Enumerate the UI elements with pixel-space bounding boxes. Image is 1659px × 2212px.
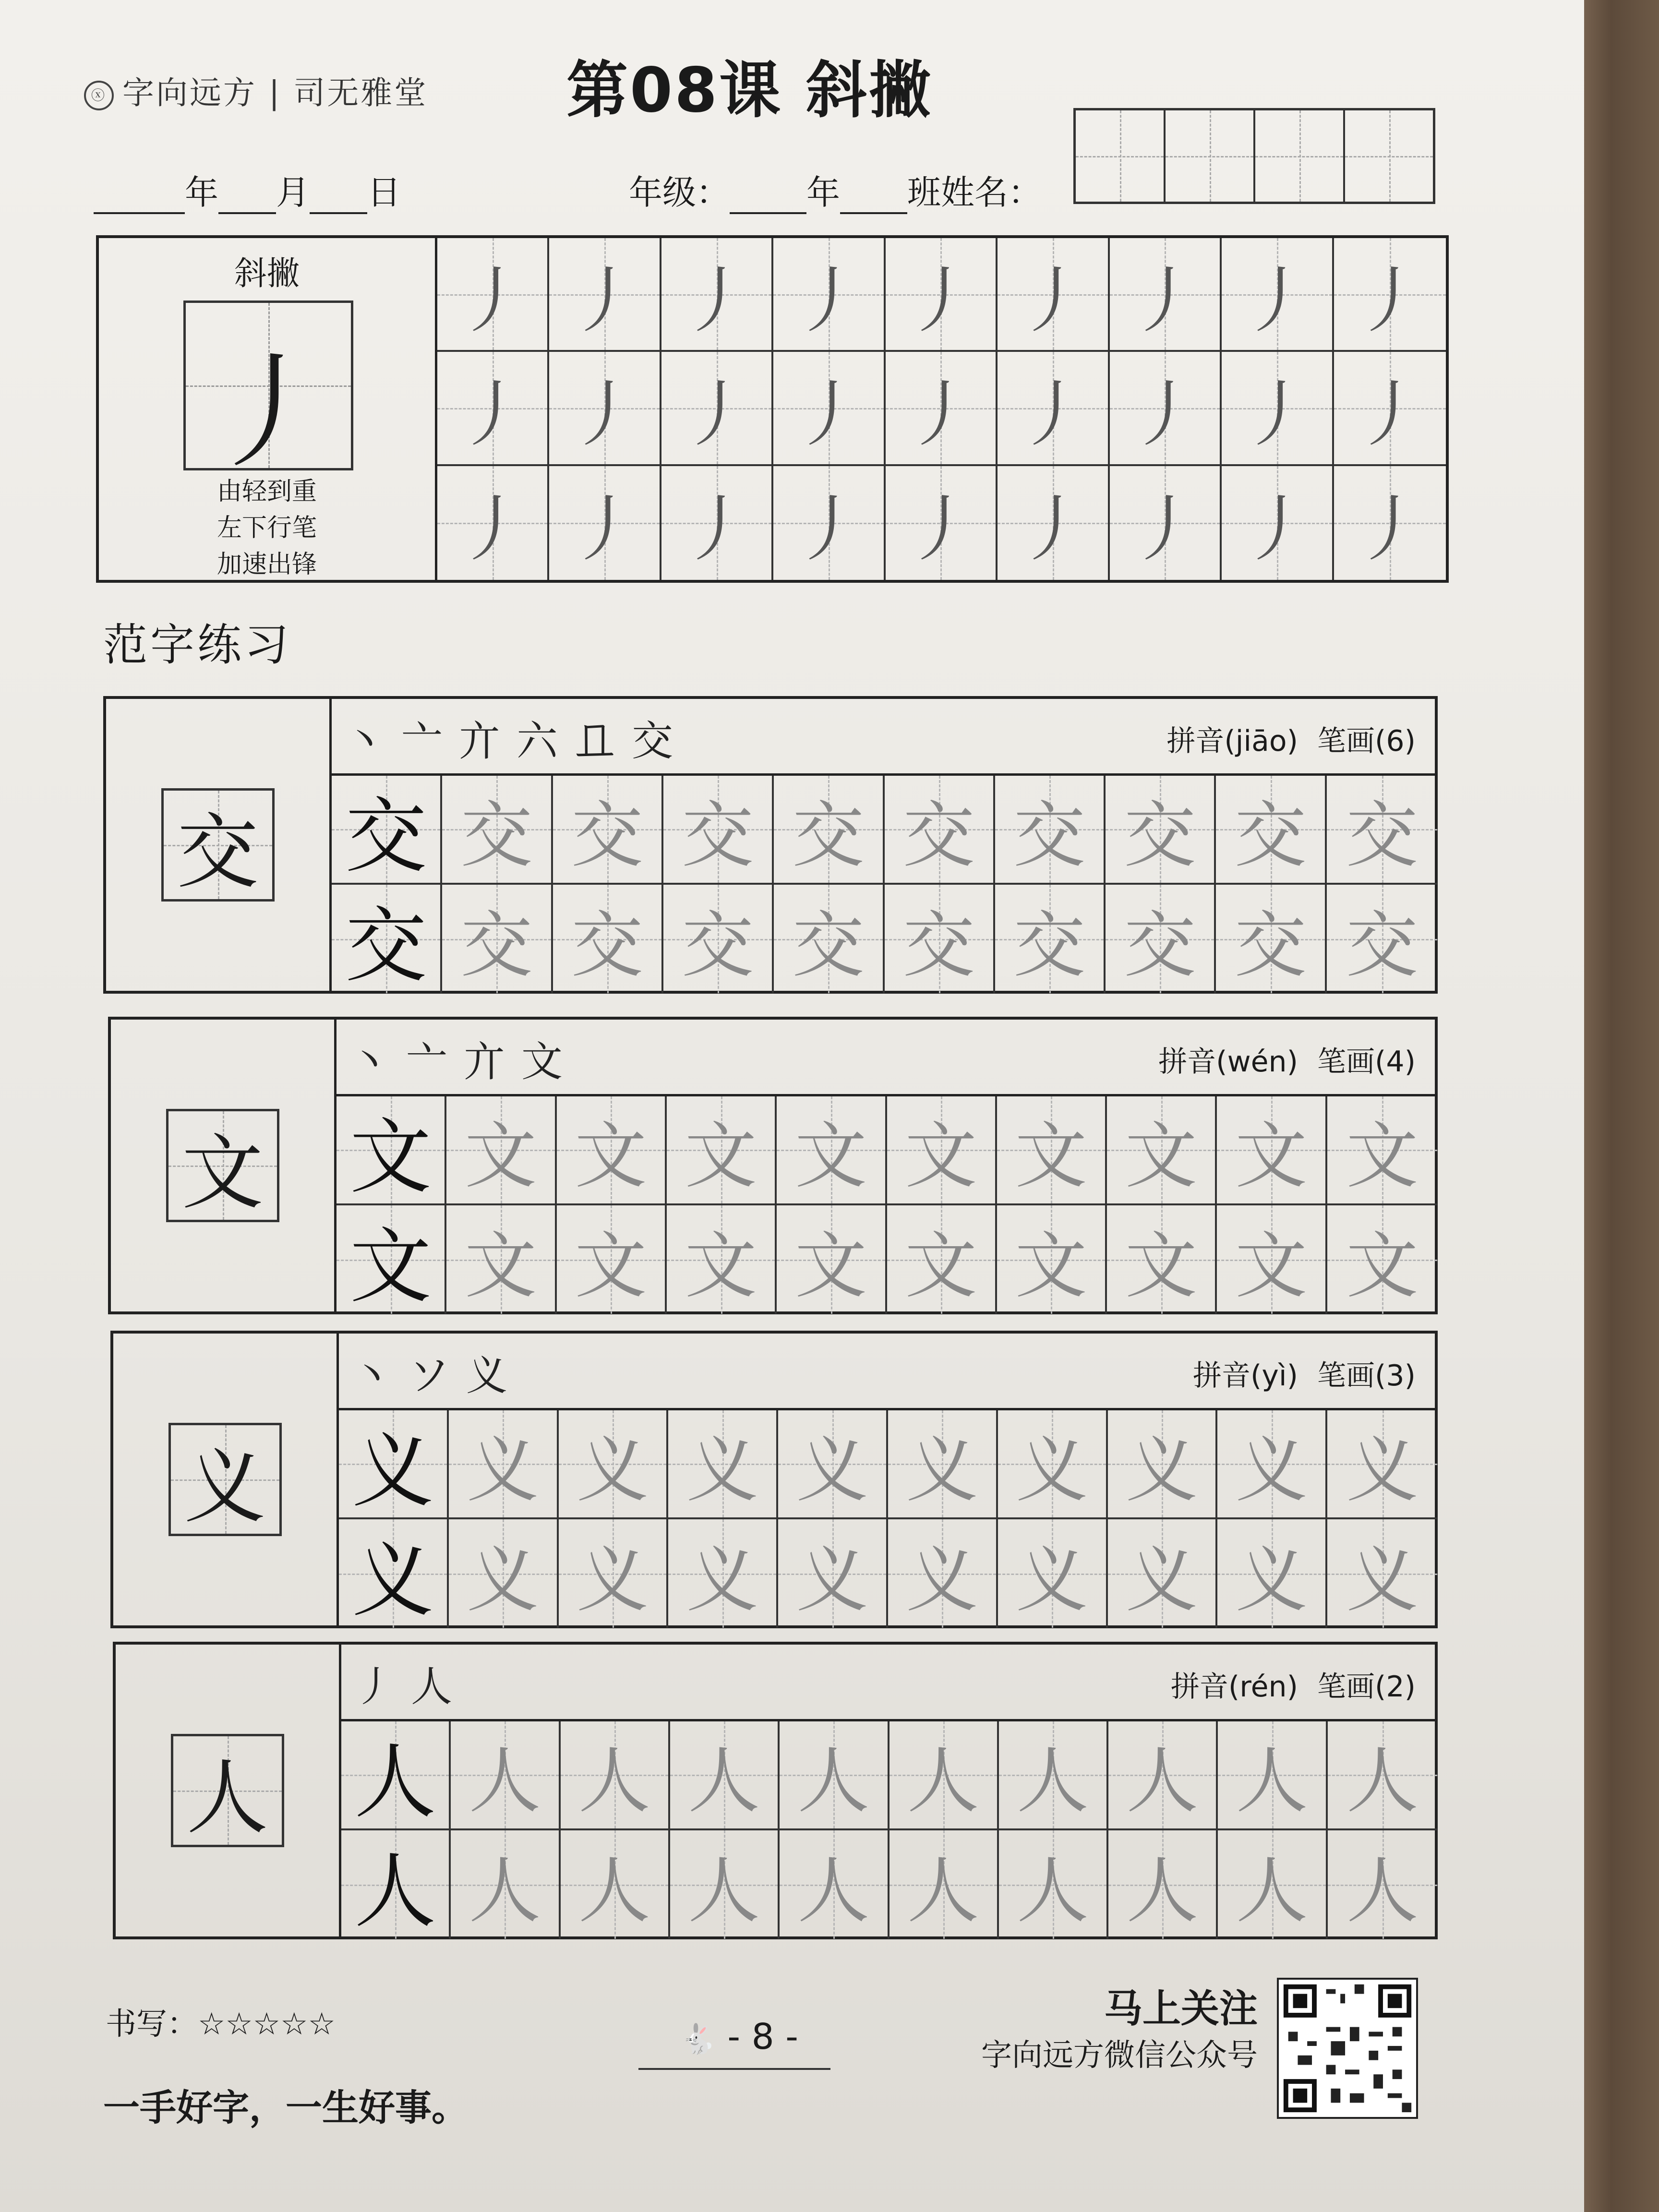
practice-glyph: 人 — [1016, 1740, 1089, 1824]
stroke-order — [344, 708, 689, 767]
stroke-count: 笔画(6) — [1317, 724, 1416, 758]
character-block — [110, 1331, 1438, 1628]
stroke-practice-cell[interactable] — [1110, 466, 1222, 580]
stroke-order-step: 丶 — [351, 1352, 409, 1400]
practice-glyph: 文 — [1015, 1115, 1087, 1199]
practice-cell[interactable] — [559, 1410, 669, 1519]
model-character: 交 — [177, 805, 259, 900]
practice-glyph: 交 — [1234, 903, 1307, 987]
practice-glyph: 交 — [571, 794, 643, 878]
practice-stroke: 丿 — [1016, 259, 1089, 343]
practice-glyph: 文 — [685, 1115, 757, 1199]
practice-stroke: 丿 — [793, 259, 865, 343]
practice-glyph: 义 — [1235, 1429, 1308, 1513]
practice-glyph: 文 — [1235, 1115, 1308, 1199]
practice-glyph: 交 — [792, 794, 865, 878]
practice-stroke: 丿 — [680, 488, 753, 572]
practice-glyph: 人 — [578, 1740, 650, 1824]
practice-cell[interactable] — [667, 1096, 777, 1205]
stroke-practice-cell[interactable] — [998, 238, 1109, 352]
practice-cell[interactable] — [887, 1096, 997, 1205]
stroke-order-step: 亠 — [406, 1038, 464, 1086]
character-info — [1166, 718, 1416, 759]
stroke-tips: 由轻到重 左下行笔 加速出锋 — [216, 477, 317, 579]
wood-background — [1579, 0, 1659, 2212]
practice-cell[interactable] — [1328, 1721, 1437, 1830]
stroke-practice-cell[interactable] — [549, 466, 661, 580]
stroke-count: 笔画(3) — [1317, 1359, 1416, 1393]
model-cell[interactable] — [341, 1721, 451, 1830]
stroke-practice-cell[interactable] — [1334, 352, 1446, 466]
practice-grid[interactable] — [337, 1096, 1437, 1314]
practice-cell[interactable] — [663, 776, 774, 885]
practice-glyph: 交 — [1013, 794, 1085, 878]
practice-stroke: 丿 — [568, 488, 641, 572]
practice-cell[interactable] — [557, 1205, 667, 1314]
model-cell[interactable] — [332, 776, 442, 885]
practice-cell[interactable] — [1217, 1519, 1327, 1628]
page-title: 第08课 斜撇 — [566, 55, 933, 126]
practice-glyph: 文 — [794, 1115, 867, 1199]
page-number: 🐇 - 8 - — [680, 2016, 798, 2057]
practice-glyph: 交 — [902, 794, 975, 878]
practice-cell[interactable] — [1108, 1519, 1218, 1628]
practice-cell[interactable] — [559, 1519, 669, 1628]
practice-glyph: 义 — [576, 1538, 649, 1622]
practice-cell[interactable] — [1108, 1721, 1218, 1830]
practice-cell[interactable] — [451, 1721, 560, 1830]
pinyin: 拼音(rén) — [1170, 1670, 1298, 1704]
practice-cell[interactable] — [778, 1410, 888, 1519]
practice-glyph: 交 — [571, 903, 643, 987]
stroke-order-step: 亠 — [401, 717, 459, 765]
practice-glyph: 文 — [464, 1224, 537, 1308]
character-info — [1171, 1664, 1416, 1705]
practice-cell[interactable] — [553, 776, 663, 885]
stroke-order-step: 人 — [411, 1663, 469, 1711]
year-blank[interactable] — [94, 179, 185, 214]
stroke-practice-cell[interactable] — [1334, 238, 1446, 352]
practice-cell[interactable] — [561, 1721, 670, 1830]
practice-glyph: 文 — [575, 1115, 647, 1199]
stroke-practice-cell[interactable] — [773, 238, 885, 352]
model-glyph: 交 — [345, 789, 427, 884]
practice-cell[interactable] — [1327, 1519, 1437, 1628]
stroke-order-step: 丿 — [353, 1663, 411, 1711]
practice-glyph: 义 — [686, 1538, 758, 1622]
practice-glyph: 人 — [688, 1740, 760, 1824]
practice-glyph: 义 — [686, 1429, 758, 1513]
character-block — [108, 1017, 1438, 1314]
practice-cell[interactable] — [561, 1830, 670, 1939]
practice-glyph: 交 — [1124, 794, 1196, 878]
stroke-practice-cell[interactable] — [886, 238, 998, 352]
practice-glyph: 交 — [1346, 903, 1418, 987]
practice-glyph: 交 — [460, 794, 533, 878]
model-character: 义 — [184, 1439, 266, 1535]
practice-stroke: 丿 — [1354, 373, 1426, 457]
practice-cell[interactable] — [1328, 1830, 1437, 1939]
practice-cell[interactable] — [1217, 1205, 1327, 1314]
practice-glyph: 文 — [794, 1224, 867, 1308]
practice-glyph: 交 — [902, 903, 975, 987]
practice-cell[interactable] — [777, 1096, 887, 1205]
practice-cell[interactable] — [1108, 1410, 1218, 1519]
practice-stroke: 丿 — [456, 259, 529, 343]
practice-stroke: 丿 — [1240, 259, 1313, 343]
model-glyph: 义 — [352, 1423, 434, 1519]
rating-stars[interactable]: ☆☆☆☆☆ — [198, 2007, 336, 2042]
model-character-box — [168, 1423, 282, 1536]
day-blank[interactable] — [310, 179, 367, 214]
practice-glyph: 义 — [1346, 1429, 1419, 1513]
practice-cell[interactable] — [1216, 776, 1326, 885]
practice-glyph: 义 — [1346, 1538, 1419, 1622]
stroke-order — [349, 1028, 579, 1088]
practice-glyph: 交 — [1346, 794, 1418, 878]
practice-glyph: 人 — [469, 1849, 541, 1933]
character-block — [103, 696, 1438, 994]
stroke-practice-cell[interactable] — [437, 238, 549, 352]
practice-glyph: 人 — [797, 1740, 870, 1824]
practice-glyph: 人 — [1346, 1849, 1419, 1933]
stroke-order-step: 丶 — [344, 717, 401, 765]
stroke-order-step: ソ — [409, 1352, 466, 1400]
stroke-practice-grid[interactable] — [437, 238, 1446, 580]
practice-cell[interactable] — [887, 1205, 997, 1314]
practice-cell[interactable] — [667, 1205, 777, 1314]
practice-stroke: 丿 — [1129, 373, 1201, 457]
practice-glyph: 交 — [792, 903, 865, 987]
stroke-practice-cell[interactable] — [549, 238, 661, 352]
stroke-practice-cell[interactable] — [661, 352, 773, 466]
practice-cell[interactable] — [446, 1205, 556, 1314]
grade-line: 年级： 年 班姓名： — [629, 166, 1042, 214]
stroke-order — [353, 1653, 469, 1713]
practice-glyph: 文 — [685, 1224, 757, 1308]
model-cell[interactable] — [337, 1096, 446, 1205]
pinyin: 拼音(wén) — [1158, 1045, 1298, 1079]
practice-stroke: 丿 — [793, 488, 865, 572]
stroke-practice-cell[interactable] — [549, 352, 661, 466]
practice-cell[interactable] — [449, 1410, 559, 1519]
character-info — [1193, 1353, 1416, 1394]
stroke-order-step: 文 — [521, 1038, 579, 1086]
practice-cell[interactable] — [999, 1830, 1108, 1939]
practice-glyph: 文 — [1346, 1115, 1419, 1199]
qr-code-icon[interactable] — [1277, 1978, 1418, 2119]
practice-cell[interactable] — [890, 1830, 999, 1939]
rating: 书写：☆☆☆☆☆ — [106, 2007, 336, 2042]
stroke-practice-cell[interactable] — [1334, 466, 1446, 580]
stroke-practice-cell[interactable] — [998, 352, 1109, 466]
practice-glyph: 义 — [1125, 1538, 1198, 1622]
stroke-practice-cell[interactable] — [437, 352, 549, 466]
follow-text: 马上关注 — [1104, 1986, 1258, 2031]
practice-glyph: 文 — [905, 1224, 977, 1308]
stroke-order — [351, 1342, 524, 1402]
practice-stroke: 丿 — [1016, 373, 1089, 457]
stroke-order-step: 亣 — [459, 717, 517, 765]
pinyin: 拼音(jiāo) — [1166, 724, 1298, 758]
model-glyph: 人 — [354, 1844, 436, 1940]
practice-glyph: 文 — [1125, 1115, 1197, 1199]
practice-cell[interactable] — [998, 1410, 1108, 1519]
practice-stroke: 丿 — [1016, 488, 1089, 572]
stroke-practice-cell[interactable] — [998, 466, 1109, 580]
model-cell[interactable] — [341, 1830, 451, 1939]
practice-stroke: 丿 — [1240, 373, 1313, 457]
stroke-practice-cell[interactable] — [886, 466, 998, 580]
stroke-practice-table — [96, 235, 1449, 583]
practice-cell[interactable] — [997, 1205, 1107, 1314]
practice-stroke: 丿 — [568, 259, 641, 343]
practice-stroke: 丿 — [680, 373, 753, 457]
practice-stroke: 丿 — [904, 259, 977, 343]
model-cell[interactable] — [332, 885, 442, 994]
stroke-demo-glyph: 丿 — [206, 340, 331, 485]
stroke-practice-cell[interactable] — [661, 238, 773, 352]
practice-glyph: 交 — [682, 794, 754, 878]
stroke-practice-cell[interactable] — [886, 352, 998, 466]
practice-cell[interactable] — [995, 885, 1106, 994]
stroke-practice-cell[interactable] — [1222, 352, 1334, 466]
section-title: 范字练习 — [103, 619, 292, 671]
practice-glyph: 文 — [1125, 1224, 1197, 1308]
practice-glyph: 人 — [469, 1740, 541, 1824]
model-cell[interactable] — [337, 1205, 446, 1314]
stroke-count: 笔画(4) — [1317, 1045, 1416, 1079]
logo-badge-icon: ⓧ — [84, 81, 114, 110]
practice-cell[interactable] — [1327, 1410, 1437, 1519]
practice-cell[interactable] — [1327, 1096, 1437, 1205]
practice-cell[interactable] — [1217, 1096, 1327, 1205]
practice-cell[interactable] — [885, 776, 995, 885]
practice-glyph: 文 — [575, 1224, 647, 1308]
practice-cell[interactable] — [1107, 1205, 1217, 1314]
stroke-order-step: 亣 — [464, 1038, 521, 1086]
practice-glyph: 交 — [682, 903, 754, 987]
character-block — [113, 1642, 1438, 1939]
practice-cell[interactable] — [668, 1410, 778, 1519]
stroke-order-step: 六 — [517, 717, 574, 765]
practice-cell[interactable] — [451, 1830, 560, 1939]
stroke-practice-cell[interactable] — [1222, 238, 1334, 352]
practice-cell[interactable] — [890, 1721, 999, 1830]
practice-cell[interactable] — [1327, 776, 1437, 885]
practice-glyph: 义 — [1016, 1429, 1088, 1513]
practice-glyph: 交 — [1013, 903, 1085, 987]
practice-glyph: 义 — [796, 1429, 868, 1513]
model-character: 文 — [181, 1125, 264, 1221]
model-character-box — [161, 788, 275, 902]
name-boxes[interactable] — [1073, 108, 1435, 204]
practice-stroke: 丿 — [904, 488, 977, 572]
practice-glyph: 文 — [1015, 1224, 1087, 1308]
stroke-demo-box — [183, 301, 353, 485]
stroke-count: 笔画(2) — [1317, 1670, 1416, 1704]
brand-logo — [84, 67, 428, 113]
practice-glyph: 交 — [1234, 794, 1307, 878]
practice-cell[interactable] — [449, 1519, 559, 1628]
model-glyph: 交 — [345, 899, 427, 994]
practice-cell[interactable] — [1327, 885, 1437, 994]
practice-stroke: 丿 — [680, 259, 753, 343]
practice-cell[interactable] — [663, 885, 774, 994]
practice-cell[interactable] — [888, 1519, 998, 1628]
grade-blank[interactable] — [730, 179, 806, 214]
stroke-order-step: 义 — [466, 1352, 524, 1400]
practice-cell[interactable] — [885, 885, 995, 994]
model-glyph: 义 — [352, 1533, 434, 1629]
practice-glyph: 义 — [1235, 1538, 1308, 1622]
practice-cell[interactable] — [780, 1830, 889, 1939]
practice-glyph: 人 — [688, 1849, 760, 1933]
model-glyph: 人 — [354, 1734, 436, 1830]
practice-cell[interactable] — [442, 885, 553, 994]
motto: 一手好字，一生好事。 — [103, 2086, 468, 2129]
practice-cell[interactable] — [557, 1096, 667, 1205]
practice-stroke: 丿 — [456, 373, 529, 457]
model-character-box — [171, 1734, 284, 1847]
practice-stroke: 丿 — [1354, 259, 1426, 343]
practice-glyph: 人 — [1126, 1849, 1199, 1933]
practice-glyph: 人 — [1236, 1849, 1308, 1933]
practice-glyph: 人 — [1236, 1740, 1308, 1824]
practice-cell[interactable] — [1106, 776, 1216, 885]
practice-glyph: 文 — [1235, 1224, 1308, 1308]
practice-glyph: 义 — [906, 1538, 978, 1622]
practice-glyph: 文 — [905, 1115, 977, 1199]
practice-cell[interactable] — [1218, 1830, 1327, 1939]
practice-cell[interactable] — [1107, 1096, 1217, 1205]
practice-grid[interactable] — [339, 1410, 1437, 1628]
practice-glyph: 义 — [796, 1538, 868, 1622]
practice-glyph: 人 — [797, 1849, 870, 1933]
practice-cell[interactable] — [998, 1519, 1108, 1628]
stroke-practice-cell[interactable] — [1110, 352, 1222, 466]
stroke-demo — [99, 238, 437, 580]
stroke-order-step: 丶 — [349, 1038, 406, 1086]
class-blank[interactable] — [840, 179, 907, 214]
practice-cell[interactable] — [446, 1096, 556, 1205]
practice-cell[interactable] — [780, 1721, 889, 1830]
stroke-practice-cell[interactable] — [1222, 466, 1334, 580]
practice-glyph: 文 — [1346, 1224, 1419, 1308]
practice-cell[interactable] — [670, 1830, 780, 1939]
model-cell[interactable] — [339, 1519, 449, 1628]
practice-glyph: 交 — [1124, 903, 1196, 987]
practice-cell[interactable] — [888, 1410, 998, 1519]
practice-cell[interactable] — [553, 885, 663, 994]
practice-stroke: 丿 — [568, 373, 641, 457]
stroke-practice-cell[interactable] — [1110, 238, 1222, 352]
model-glyph: 文 — [349, 1219, 432, 1315]
practice-stroke: 丿 — [1129, 259, 1201, 343]
practice-glyph: 人 — [907, 1740, 979, 1824]
practice-stroke: 丿 — [793, 373, 865, 457]
stroke-order-step: 交 — [632, 717, 689, 765]
practice-stroke: 丿 — [1240, 488, 1313, 572]
stroke-order-step: 𠀃 — [574, 717, 632, 765]
practice-stroke: 丿 — [1354, 488, 1426, 572]
practice-glyph: 人 — [1016, 1849, 1089, 1933]
practice-cell[interactable] — [1327, 1205, 1437, 1314]
pinyin: 拼音(yì) — [1193, 1359, 1298, 1393]
practice-cell[interactable] — [999, 1721, 1108, 1830]
practice-grid[interactable] — [341, 1721, 1437, 1939]
practice-cell[interactable] — [997, 1096, 1107, 1205]
wechat-text: 字向远方微信公众号 — [981, 2038, 1258, 2073]
practice-glyph: 文 — [464, 1115, 537, 1199]
rabbit-icon: 🐇 — [680, 2022, 716, 2056]
date-line: 年 月 日 — [94, 166, 401, 214]
practice-glyph: 人 — [907, 1849, 979, 1933]
practice-glyph: 交 — [460, 903, 533, 987]
practice-glyph: 义 — [1016, 1538, 1088, 1622]
practice-glyph: 义 — [467, 1538, 539, 1622]
practice-glyph: 人 — [1126, 1740, 1199, 1824]
stroke-practice-cell[interactable] — [773, 352, 885, 466]
practice-glyph: 人 — [1346, 1740, 1419, 1824]
practice-cell[interactable] — [668, 1519, 778, 1628]
practice-cell[interactable] — [1218, 1721, 1327, 1830]
page-underline — [638, 2068, 830, 2070]
model-character: 人 — [186, 1750, 268, 1846]
practice-stroke: 丿 — [1129, 488, 1201, 572]
practice-cell[interactable] — [442, 776, 553, 885]
practice-glyph: 人 — [578, 1849, 650, 1933]
practice-stroke: 丿 — [904, 373, 977, 457]
stroke-practice-cell[interactable] — [437, 466, 549, 580]
practice-cell[interactable] — [774, 885, 884, 994]
practice-grid[interactable] — [332, 776, 1437, 993]
stroke-name: 斜撇 — [234, 255, 300, 293]
character-info — [1158, 1039, 1416, 1080]
practice-cell[interactable] — [1216, 885, 1326, 994]
practice-stroke: 丿 — [456, 488, 529, 572]
stroke-practice-cell[interactable] — [661, 466, 773, 580]
month-blank[interactable] — [218, 179, 276, 214]
practice-cell[interactable] — [1217, 1410, 1327, 1519]
practice-glyph: 义 — [906, 1429, 978, 1513]
practice-glyph: 义 — [467, 1429, 539, 1513]
practice-cell[interactable] — [778, 1519, 888, 1628]
practice-cell[interactable] — [1106, 885, 1216, 994]
practice-cell[interactable] — [995, 776, 1106, 885]
practice-cell[interactable] — [774, 776, 884, 885]
stroke-practice-cell[interactable] — [773, 466, 885, 580]
logo-text: 字向远方 | 司无雅堂 — [122, 74, 428, 111]
practice-cell[interactable] — [670, 1721, 780, 1830]
practice-cell[interactable] — [1108, 1830, 1218, 1939]
practice-glyph: 义 — [576, 1429, 649, 1513]
model-cell[interactable] — [339, 1410, 449, 1519]
practice-cell[interactable] — [777, 1205, 887, 1314]
model-character-box — [166, 1109, 279, 1222]
model-glyph: 文 — [349, 1109, 432, 1205]
practice-glyph: 义 — [1125, 1429, 1198, 1513]
